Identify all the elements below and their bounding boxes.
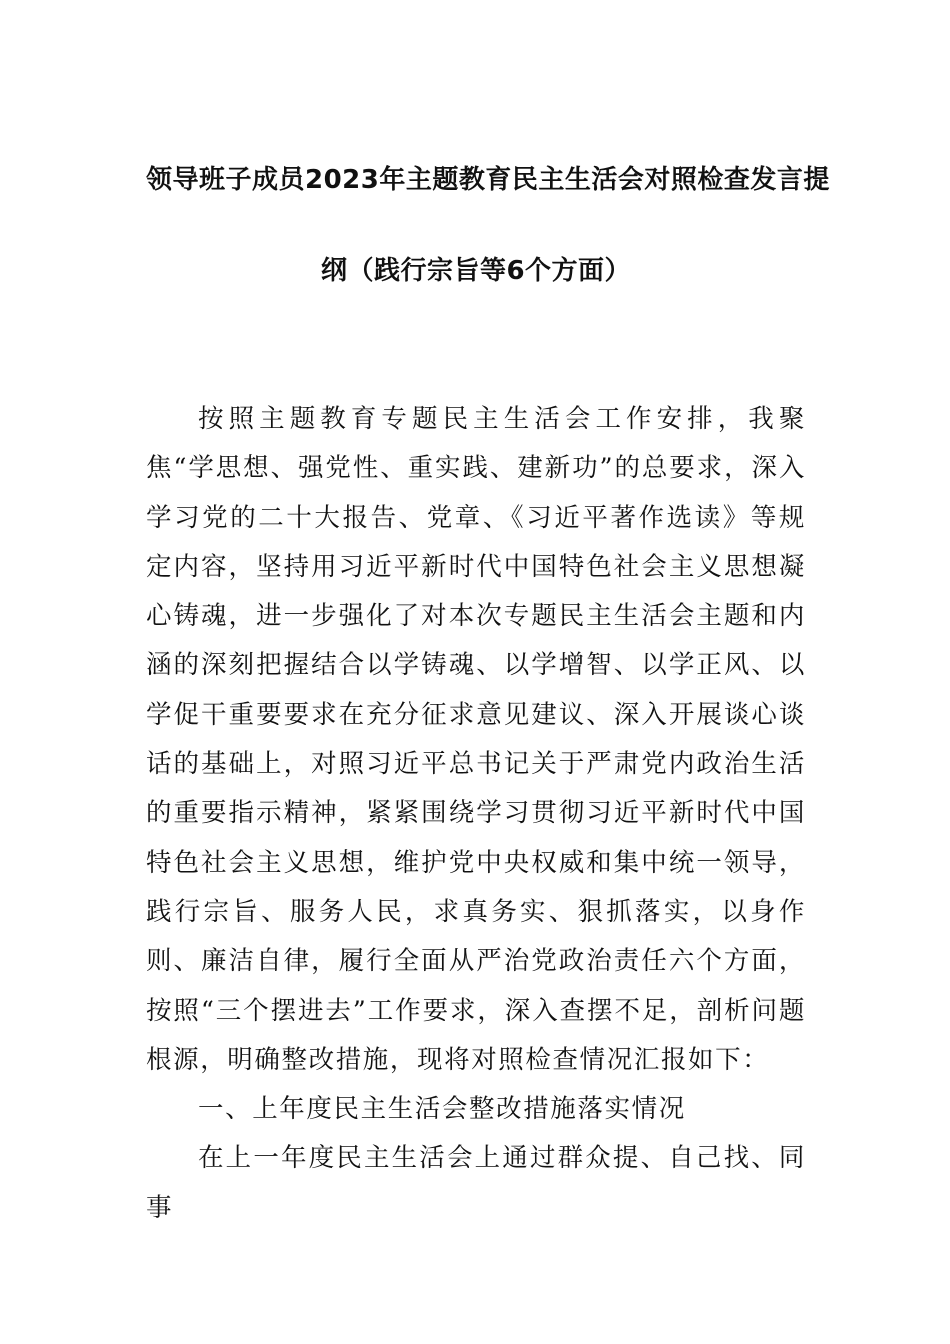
- intro-paragraph: 按照主题教育专题民主生活会工作安排，我聚焦“学思想、强党性、重实践、建新功”的总要求，深入学习党的二十大报告、党章、《习近平著作选读》等规定内容，坚持用习近平新时代中国特色社会主义思想凝心铸魂，进一步强化了对本次专题民主生活会主题和内涵的深刻把握结合以学铸魂、以学增智、以学正风、以学促干重要要求在充分征求意见建议、深入开展谈心谈话的基础上，对照习近平总书记关于严肃党内政治生活的重要指示精神，紧紧围绕学习贯彻习近平新时代中国特色社会主义思想，维护党中央权威和集中统一领导，践行宗旨、服务人民，求真务实、狠抓落实，以身作则、廉洁自律，履行全面从严治党政治责任六个方面，按照“三个摆进去”工作要求，深入查摆不足，剖析问题根源，明确整改措施，现将对照检查情况汇报如下：: [146, 404, 806, 1075]
- document-title-line-1: 领导班子成员2023年主题教育民主生活会对照检查发言提: [146, 165, 830, 195]
- section-heading-1: 一、上年度民主生活会整改措施落实情况: [198, 1094, 686, 1125]
- section-paragraph-1: 在上一年度民主生活会上通过群众提、自己找、同事: [146, 1143, 806, 1223]
- document-title-line-2: 纲（践行宗旨等6个方面）: [320, 256, 632, 286]
- document-body: [146, 395, 806, 1233]
